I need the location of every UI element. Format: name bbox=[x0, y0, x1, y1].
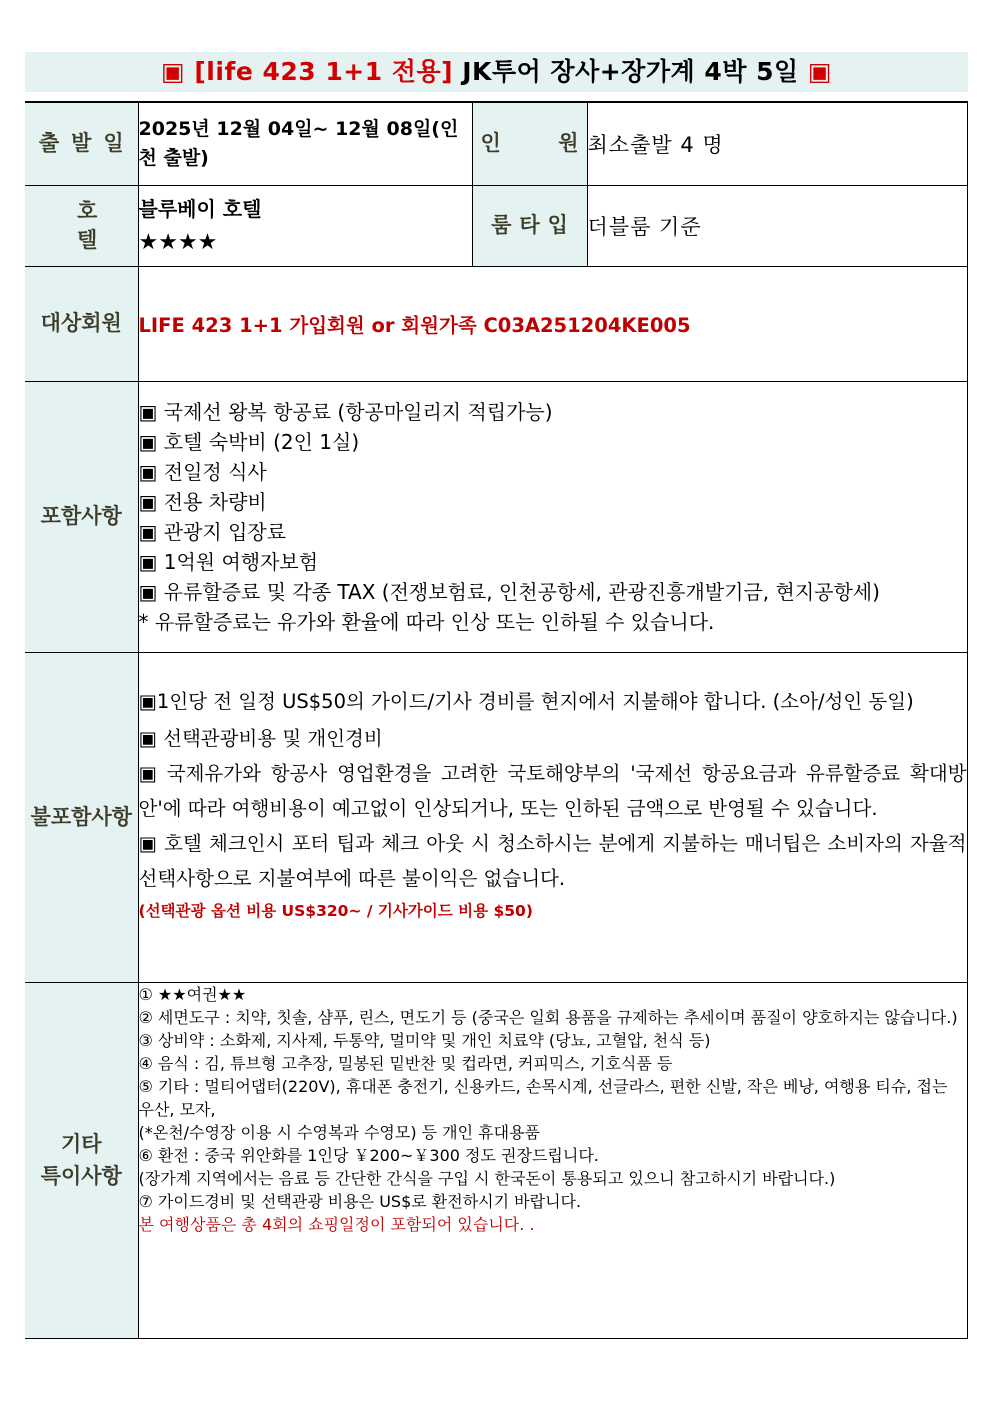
hotel-name: 블루베이 호텔 bbox=[138, 196, 262, 221]
included-item: ▣ 호텔 숙박비 (2인 1실) bbox=[138, 429, 360, 454]
hotel-label: 호텔 bbox=[25, 185, 138, 266]
document-title bbox=[25, 52, 968, 92]
included-item: ▣ 전용 차량비 bbox=[138, 489, 267, 514]
excluded-spacer bbox=[139, 926, 967, 948]
included-note: * 유류할증료는 유가와 환율에 따라 인상 또는 인하될 수 있습니다. bbox=[138, 609, 715, 634]
included-label: 포함사항 bbox=[25, 381, 138, 652]
included-item: ▣ 국제선 왕복 항공료 (항공마일리지 적립가능) bbox=[138, 399, 553, 424]
excluded-cost-note: (선택관광 옵션 비용 US$320~ / 기사가이드 비용 $50) bbox=[138, 901, 533, 920]
hotel-stars: ★★★★ bbox=[138, 229, 218, 255]
departure-value: 2025년 12월 04일~ 12월 08일(인천 출발) bbox=[138, 103, 472, 185]
room-type-label: 룸타입 bbox=[472, 185, 587, 266]
members-value: LIFE 423 1+1 가입회원 or 회원가족 C03A251204KE005 bbox=[138, 266, 967, 381]
notes-list bbox=[138, 982, 967, 1338]
included-item: ▣ 유류할증료 및 각종 TAX (전쟁보험료, 인천공항세, 관광진흥개발기금, 현지공항세) bbox=[138, 579, 880, 604]
room-type-value: 더블룸 기준 bbox=[587, 185, 967, 266]
notes-item: ③ 상비약 : 소화제, 지사제, 두통약, 멀미약 및 개인 치료약 (당뇨, 고혈압, 천식 등) bbox=[138, 1030, 711, 1050]
people-value: 최소출발 4 명 bbox=[587, 103, 967, 185]
excluded-item: ▣1인당 전 일정 US$50의 가이드/기사 경비를 현지에서 지불해야 합니다. (소아/성인 동일) bbox=[138, 689, 914, 713]
excluded-item: ▣ 국제유가와 항공사 영업환경을 고려한 국토해양부의 '국제선 항공요금과 유류할증료 확대방안'에 따라 여행비용이 예고없이 인상되거나, 또는 인하된 금액으로 반영될 수 있습니다. bbox=[138, 761, 967, 820]
row-members bbox=[25, 266, 967, 381]
row-excluded bbox=[25, 652, 967, 982]
row-departure bbox=[25, 103, 967, 185]
square-mark-right-icon: ▣ bbox=[807, 57, 832, 86]
people-label: 인 원 bbox=[472, 103, 587, 185]
notes-item: (장가계 지역에서는 음료 등 간단한 간식을 구입 시 한국돈이 통용되고 있으니 참고하시기 바랍니다.) bbox=[138, 1168, 836, 1188]
title-main: JK투어 장사+장가계 4박 5일 bbox=[462, 57, 799, 86]
excluded-item: ▣ 선택관광비용 및 개인경비 bbox=[138, 726, 383, 750]
notes-label-line1: 기타 bbox=[60, 1132, 102, 1156]
excluded-list bbox=[138, 652, 967, 982]
departure-label: 출발일 bbox=[25, 103, 138, 185]
excluded-label: 불포함사항 bbox=[25, 652, 138, 982]
notes-item: ⑦ 가이드경비 및 선택관광 비용은 US$로 환전하시기 바랍니다. bbox=[138, 1191, 582, 1211]
members-label: 대상회원 bbox=[25, 266, 138, 381]
notes-label bbox=[25, 982, 138, 1338]
hotel-value bbox=[138, 185, 472, 266]
row-hotel bbox=[25, 185, 967, 266]
notes-item: (*온천/수영장 이용 시 수영복과 수영모) 등 개인 휴대용품 bbox=[138, 1122, 541, 1142]
notes-item: ⑤ 기타 : 멀티어댑터(220V), 휴대폰 충전기, 신용카드, 손목시계, 선글라스, 편한 신발, 작은 베낭, 여행용 티슈, 접는 우산, 모자, bbox=[138, 1076, 948, 1119]
notes-item: ④ 음식 : 김, 튜브형 고추장, 밀봉된 밑반찬 및 컵라면, 커피믹스, 기호식품 등 bbox=[138, 1053, 673, 1073]
itinerary-table bbox=[25, 103, 968, 1339]
title-prefix: [life 423 1+1 전용] bbox=[194, 57, 454, 86]
notes-label-line2: 특이사항 bbox=[40, 1164, 122, 1188]
excluded-item: ▣ 호텔 체크인시 포터 팁과 체크 아웃 시 청소하시는 분에게 지불하는 매너팁은 소비자의 자율적 선택사항으로 지불여부에 따른 불이익은 없습니다. bbox=[138, 831, 967, 890]
notes-item: ② 세면도구 : 치약, 칫솔, 샴푸, 린스, 면도기 등 (중국은 일회 용품을 규제하는 추세이며 품질이 양호하지는 않습니다.) bbox=[138, 1007, 958, 1027]
included-item: ▣ 관광지 입장료 bbox=[138, 519, 287, 544]
shopping-note: 본 여행상품은 총 4회의 쇼핑일정이 포함되어 있습니다. . bbox=[138, 1214, 535, 1234]
row-notes bbox=[25, 982, 967, 1338]
included-item: ▣ 전일정 식사 bbox=[138, 459, 267, 484]
notes-item: ⑥ 환전 : 중국 위안화를 1인당 ￥200~￥300 정도 권장드립니다. bbox=[138, 1145, 599, 1165]
square-mark-left-icon: ▣ bbox=[161, 57, 186, 86]
row-included bbox=[25, 381, 967, 652]
notes-item: ① ★★여권★★ bbox=[138, 984, 247, 1004]
included-list bbox=[138, 381, 967, 652]
included-item: ▣ 1억원 여행자보험 bbox=[138, 549, 319, 574]
